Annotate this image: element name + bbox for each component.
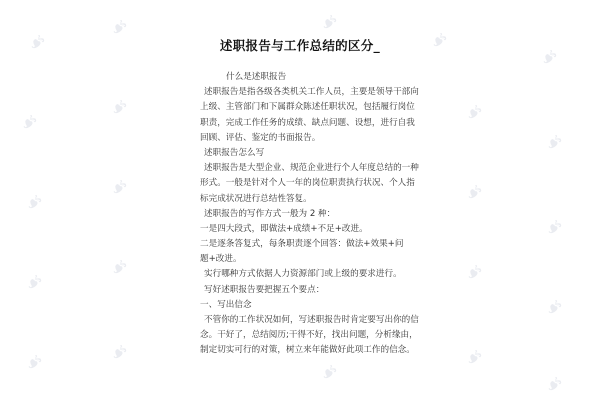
paragraph-line: 形式。一般是针对个人一年的岗位职责执行状况、个人指 [200, 178, 415, 189]
watermark-mark: ☙ [459, 257, 489, 287]
paragraph-line: 回顾、评估、鉴定的书面报告。 [200, 132, 321, 143]
watermark-mark: ☙ [104, 172, 134, 202]
paragraph-line: 念。干好了，总结阅历;干得不好，找出问题，分析缘由， [200, 330, 418, 341]
paragraph-line: 一是四大段式，即做法+成绩+不足+改进。 [200, 223, 368, 234]
watermark-mark: ☙ [539, 369, 569, 399]
section-heading: 什么是述职报告 [226, 72, 287, 82]
watermark-mark: ☙ [539, 127, 569, 157]
paragraph-line: 述职报告是指各级各类机关工作人员，主要是领导干部向 [204, 87, 419, 98]
paragraph-line: 职责，完成工作任务的成绩、缺点问题、设想，进行自我 [200, 117, 415, 128]
paragraph-line: 述职报告的写作方式一般为 2 种： [204, 208, 336, 219]
document-body [200, 70, 419, 359]
paragraph-line: 实行哪种方式依据人力资源部门或上级的要求进行。 [204, 269, 402, 280]
paragraph-line: 二是逐条答复式，每条职责逐个回答：做法+效果+问 [200, 239, 404, 250]
watermark-mark: ☙ [459, 342, 489, 372]
watermark-mark: ☙ [104, 92, 134, 122]
watermark-mark: ☙ [104, 337, 134, 367]
watermark-mark: ☙ [14, 107, 44, 137]
watermark-mark: ☙ [424, 25, 454, 55]
paragraph-line: 制定切实可行的对策，树立来年能做好此项工作的信念。 [200, 345, 415, 356]
watermark-mark: ☙ [19, 187, 49, 217]
watermark-mark: ☙ [19, 267, 49, 297]
watermark-mark: ☙ [104, 252, 134, 282]
watermark-mark: ☙ [459, 177, 489, 207]
watermark-mark: ☙ [459, 97, 489, 127]
watermark-mark: ☙ [22, 27, 52, 57]
watermark-mark: ☙ [19, 347, 49, 377]
watermark-mark: ☙ [314, 7, 344, 37]
section-heading: 一、写出信念 [200, 299, 252, 310]
watermark-mark: ☙ [314, 357, 344, 387]
paragraph-line: 标完成状况进行总结性答复。 [200, 193, 312, 204]
paragraph-line: 题+改进。 [200, 254, 242, 265]
watermark-mark: ☙ [534, 42, 564, 72]
paragraph-line: 述职报告是大型企业、规范企业进行个人年度总结的一种 [204, 163, 419, 174]
paragraph-line: 写好述职报告要把握五个要点： [204, 284, 325, 295]
watermark-mark: ☙ [104, 12, 134, 42]
watermark-mark: ☙ [539, 292, 569, 322]
section-heading: 述职报告怎么写 [204, 147, 265, 158]
watermark-mark: ☙ [539, 212, 569, 242]
paragraph-line: 不管你的工作状况如何，写述职报告时肯定要写出你的信 [204, 315, 419, 325]
page-title: 述职报告与工作总结的区分_ [219, 38, 381, 53]
paragraph-line: 上级、主管部门和下属群众陈述任职状况，包括履行岗位 [200, 102, 415, 113]
